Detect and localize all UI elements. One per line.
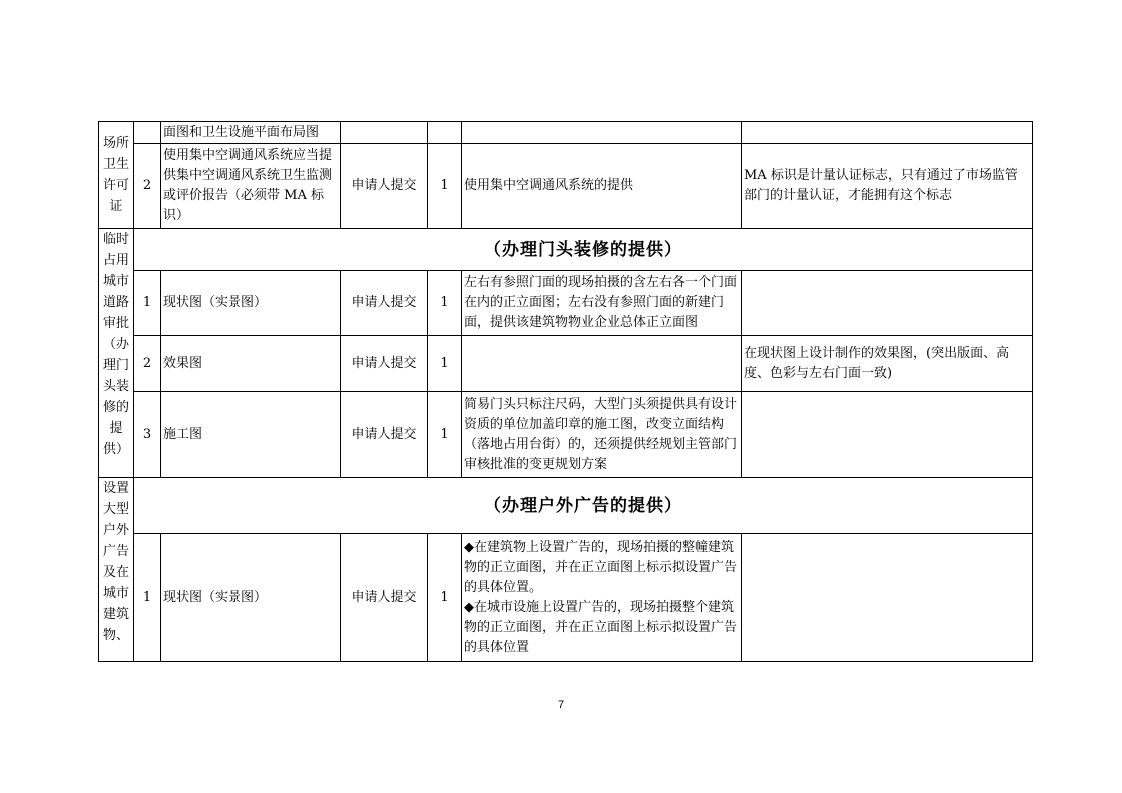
- number-cell: 1: [134, 534, 161, 662]
- category-line: 城市: [102, 274, 129, 289]
- source-cell: 申请人提交: [341, 144, 428, 229]
- section-header: （办理门头装修的提供）: [134, 229, 1033, 271]
- source-cell: [341, 122, 428, 144]
- source-cell: 申请人提交: [341, 534, 428, 662]
- category-line: 供）: [102, 442, 129, 457]
- table-row: [99, 271, 1033, 336]
- number-cell: [134, 122, 161, 144]
- page-number: 7: [557, 699, 565, 711]
- material-cell: 现状图（实景图）: [161, 534, 341, 662]
- category-line: 卫生: [102, 157, 129, 172]
- remark-cell: [742, 392, 1033, 478]
- category-line: 及在: [102, 565, 129, 580]
- table-row: [99, 122, 1033, 144]
- remark-cell: 在现状图上设计制作的效果图，(突出版面、高度、色彩与左右门面一致): [742, 336, 1033, 392]
- category-line: 临时: [102, 232, 129, 247]
- category-line: 道路: [102, 295, 129, 310]
- table-row: [99, 144, 1033, 229]
- copies-cell: [428, 122, 462, 144]
- table-row: [99, 534, 1033, 662]
- category-line: 场所: [102, 136, 129, 151]
- category-line: 证: [109, 199, 123, 214]
- materials-table: [98, 121, 1033, 662]
- table-row: [99, 392, 1033, 478]
- table-row: [99, 336, 1033, 392]
- copies-cell: 1: [428, 392, 462, 478]
- material-cell: 施工图: [161, 392, 341, 478]
- category-line: 建筑: [102, 607, 129, 622]
- material-cell: 面图和卫生设施平面布局图: [161, 122, 341, 144]
- category-line: 广告: [102, 544, 129, 559]
- category-line: 修的: [102, 400, 129, 415]
- number-cell: 3: [134, 392, 161, 478]
- material-cell: 现状图（实景图）: [161, 271, 341, 336]
- category-line: 头装: [102, 379, 129, 394]
- section-header: （办理户外广告的提供）: [134, 478, 1033, 534]
- remark-cell: MA 标识是计量认证标志，只有通过了市场监管部门的计量认证，才能拥有这个标志: [742, 144, 1033, 229]
- category-line: 设置: [102, 481, 129, 496]
- material-cell: 使用集中空调通风系统应当提供集中空调通风系统卫生监测或评价报告（必须带 MA 标识）: [161, 144, 341, 229]
- category-line: 提: [109, 421, 123, 436]
- copies-cell: 1: [428, 271, 462, 336]
- category-line: （办: [102, 337, 129, 352]
- table-row: [99, 478, 1033, 534]
- requirement-cell: 左右有参照门面的现场拍摄的含左右各一个门面在内的正立面图；左右没有参照门面的新建门面，提供该建筑物物业企业总体正立面图: [462, 271, 742, 336]
- number-cell: 2: [134, 336, 161, 392]
- category-line: 大型: [102, 502, 129, 517]
- requirement-line: ◆在城市设施上设置广告的，现场拍摄整个建筑物的正立面图，并在正立面图上标示拟设置广告的具体位置: [464, 599, 738, 655]
- requirement-cell: [462, 336, 742, 392]
- remark-cell: [742, 271, 1033, 336]
- number-cell: 1: [134, 271, 161, 336]
- requirement-cell: 简易门头只标注尺码，大型门头须提供具有设计资质的单位加盖印章的施工图，改变立面结构（落地占用台街）的，还须提供经规划主管部门审核批准的变更规划方案: [462, 392, 742, 478]
- requirement-line: ◆在建筑物上设置广告的，现场拍摄的整幢建筑物的正立面图，并在正立面图上标示拟设置广告的具体位置。: [464, 539, 738, 595]
- category-cell: [99, 122, 134, 229]
- category-cell: [99, 478, 134, 662]
- copies-cell: 1: [428, 336, 462, 392]
- category-line: 物、: [102, 628, 129, 643]
- remark-cell: [742, 122, 1033, 144]
- copies-cell: 1: [428, 144, 462, 229]
- requirement-cell: 使用集中空调通风系统的提供: [462, 144, 742, 229]
- material-cell: 效果图: [161, 336, 341, 392]
- category-line: 户外: [102, 523, 129, 538]
- requirement-cell: [462, 122, 742, 144]
- category-line: 占用: [102, 253, 129, 268]
- table-row: [99, 229, 1033, 271]
- category-line: 审批: [102, 316, 129, 331]
- requirement-cell: [462, 534, 742, 662]
- category-cell: [99, 229, 134, 478]
- category-line: 城市: [102, 586, 129, 601]
- number-cell: 2: [134, 144, 161, 229]
- source-cell: 申请人提交: [341, 336, 428, 392]
- copies-cell: 1: [428, 534, 462, 662]
- category-line: 许可: [102, 178, 129, 193]
- source-cell: 申请人提交: [341, 271, 428, 336]
- remark-cell: [742, 534, 1033, 662]
- category-line: 理门: [102, 358, 129, 373]
- source-cell: 申请人提交: [341, 392, 428, 478]
